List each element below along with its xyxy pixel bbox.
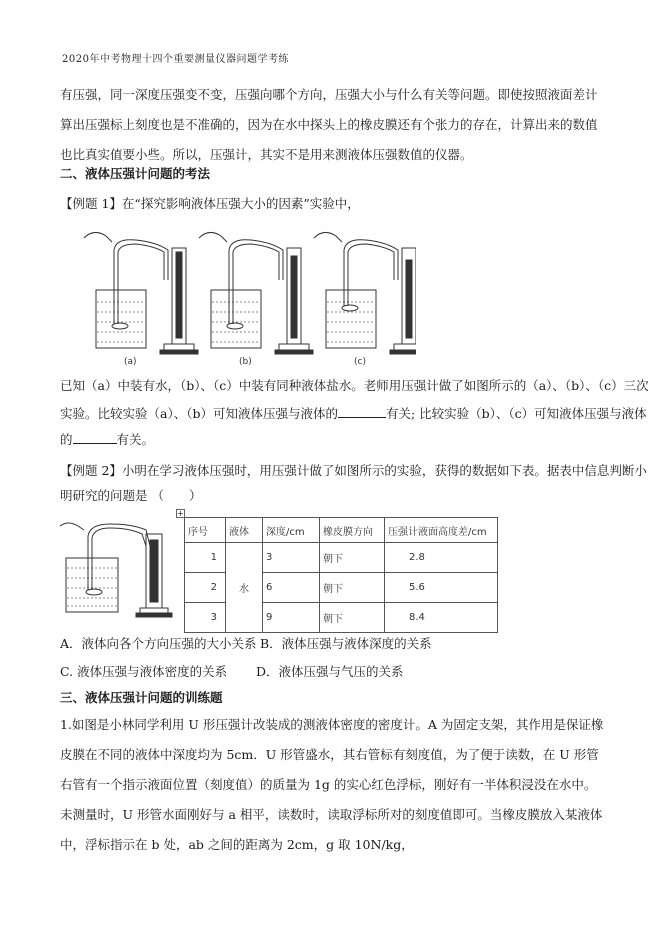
option-a[interactable]: A．液体向各个方向压强的大小关系 (60, 636, 257, 651)
table-cell: 1 (185, 543, 226, 573)
table-header: 深度/cm (263, 518, 320, 543)
option-c[interactable]: C. 液体压强与液体密度的关系 (60, 664, 228, 679)
table-header-row (185, 518, 498, 543)
table-cell: 3 (263, 543, 320, 573)
intro-paragraph: 有压强，同一深度压强变不变，压强向哪个方向，压强大小与什么有关等问题。即使按照液面差计算出压强标上刻度也是不准确的，因为在水中探头上的橡皮膜还有个张力的存在，计算出来的数值也比真实值要小些。所以，压强计，其实不是用来测液体压强数值的仪器。 (60, 87, 598, 162)
table-cell: 2 (185, 573, 226, 603)
example2-title-cont: 明研究的问题是 （ ） (60, 488, 202, 503)
table-header: 橡皮膜方向 (320, 518, 385, 543)
table-row (185, 543, 498, 573)
table-header: 序号 (185, 518, 226, 543)
apparatus-b (199, 232, 313, 354)
table-cell: 8.4 (385, 603, 498, 633)
table-cell: 朝下 (320, 543, 385, 573)
option-b[interactable]: B．液体压强与液体深度的关系 (260, 636, 432, 651)
table-cell: 6 (263, 573, 320, 603)
apparatus-a (84, 232, 198, 354)
example1-text-line3: 的 有关。 (60, 432, 155, 447)
figure-label-c: (c) (354, 357, 366, 367)
question1-paragraph: 1.如图是小林同学利用 U 形压强计改装成的测液体密度的密度计。A 为固定支架，其作用是保证橡皮膜在不同的液体中深度均为 5cm．U 形管盛水，其右管标有刻度值，为了便于读数，在 U 形管右管有一个指示液面位置（刻度值）的质量为 1g 的实心红色浮标，刚好有一半体积浸没在水中。未测量时，U 形管水面刚好与 a 相平，读数时，读取浮标所对的刻度值即可。当橡皮膜放入某液体中，浮标指示在 b 处，ab 之间的距离为 2cm，g 取 10N/kg， (60, 717, 604, 852)
table-cell: 9 (263, 603, 320, 633)
section3-title: 三、液体压强计问题的训练题 (60, 690, 223, 705)
example1-figure (76, 220, 416, 368)
table-cell: 朝下 (320, 603, 385, 633)
page-header: 2020年中考物理十四个重要测量仪器问题学考练 (62, 54, 289, 65)
option-d[interactable]: D．液体压强与气压的关系 (256, 664, 404, 679)
section2-title: 二、液体压强计问题的考法 (60, 166, 211, 181)
table-cell: 2.8 (385, 543, 498, 573)
example1-text-line1: 已知（a）中装有水，（b）、（c）中装有同种液体盐水。老师用压强计做了如图所示的（a）、（b）、（c）三次 (60, 378, 649, 393)
answer-blank-1[interactable] (338, 406, 386, 418)
table-header: 液体 (226, 518, 263, 543)
figure-label-a: (a) (124, 357, 137, 367)
answer-blank-2[interactable] (73, 432, 117, 444)
table-cell-liquid: 水 (226, 543, 263, 633)
apparatus-c (314, 232, 416, 354)
example1-text-line2: 实验。比较实验（a）、（b）可知液体压强与液体的 有关; 比较实验（b）、（c）可知液体压强与液体 (60, 406, 647, 421)
table-cell: 5.6 (385, 573, 498, 603)
table-cell: 朝下 (320, 573, 385, 603)
table-cell: 3 (185, 603, 226, 633)
table-header: 压强计液面高度差/cm (385, 518, 498, 543)
table-move-handle[interactable]: + (177, 509, 184, 518)
data-table (184, 517, 498, 633)
example2-title: 【例题 2】小明在学习液体压强时，用压强计做了如图所示的实验，获得的数据如下表。据表中信息判断小 (60, 463, 647, 478)
example1-title: 【例题 1】在“探究影响液体压强大小的因素”实验中， (60, 196, 360, 211)
figure-label-b: (b) (239, 357, 252, 367)
example2-figure (60, 516, 180, 618)
